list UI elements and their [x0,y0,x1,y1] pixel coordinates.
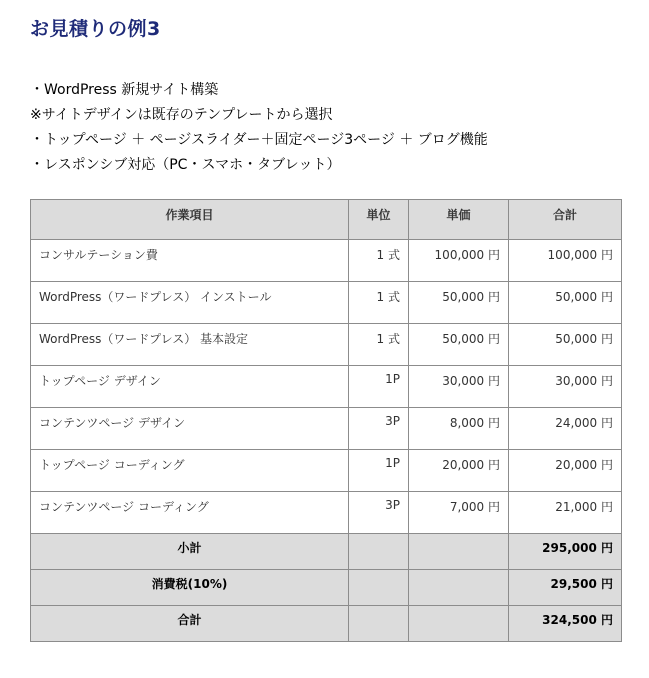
table-header-row [31,200,622,240]
total-value: 324,500 円 [509,606,622,642]
cell-price: 7,000 円 [409,492,509,534]
cell-price: 20,000 円 [409,450,509,492]
description-line: ・トップページ ＋ ページスライダー＋固定ページ3ページ ＋ ブログ機能 [30,132,488,148]
cell-unit: 1 式 [349,282,409,324]
estimate-table [30,199,622,642]
cell-item: コンテンツページ コーディング [31,492,349,534]
cell-total: 100,000 円 [509,240,622,282]
cell-unit: 1 式 [349,240,409,282]
cell-total: 30,000 円 [509,366,622,408]
total-label: 合計 [31,606,349,642]
table-row [31,240,622,282]
cell-unit: 3P [349,492,409,534]
subtotal-value: 295,000 円 [509,534,622,570]
empty-cell [409,606,509,642]
cell-price: 8,000 円 [409,408,509,450]
cell-price: 50,000 円 [409,282,509,324]
cell-price: 30,000 円 [409,366,509,408]
cell-unit: 1 式 [349,324,409,366]
header-total: 合計 [509,200,622,240]
tax-label: 消費税(10%) [31,570,349,606]
header-price: 単価 [409,200,509,240]
cell-total: 50,000 円 [509,324,622,366]
summary-row-total [31,606,622,642]
summary-row-tax [31,570,622,606]
cell-total: 24,000 円 [509,408,622,450]
cell-item: コンテンツページ デザイン [31,408,349,450]
description-line: ・レスポンシブ対応（PC・スマホ・タブレット） [30,157,341,173]
table-row [31,324,622,366]
page-title: お見積りの例3 [30,18,161,40]
cell-total: 21,000 円 [509,492,622,534]
cell-item: トップページ デザイン [31,366,349,408]
empty-cell [349,606,409,642]
cell-unit: 1P [349,366,409,408]
table-row [31,366,622,408]
cell-price: 100,000 円 [409,240,509,282]
empty-cell [349,570,409,606]
cell-item: WordPress（ワードプレス） インストール [31,282,349,324]
table-row [31,408,622,450]
cell-unit: 3P [349,408,409,450]
table-row [31,450,622,492]
cell-total: 20,000 円 [509,450,622,492]
subtotal-label: 小計 [31,534,349,570]
cell-item: トップページ コーディング [31,450,349,492]
description-line: ・WordPress 新規サイト構築 [30,82,219,98]
empty-cell [349,534,409,570]
summary-row-subtotal [31,534,622,570]
cell-item: コンサルテーション費 [31,240,349,282]
description-line: ※サイトデザインは既存のテンプレートから選択 [30,107,333,123]
cell-price: 50,000 円 [409,324,509,366]
empty-cell [409,534,509,570]
cell-unit: 1P [349,450,409,492]
table-row [31,492,622,534]
empty-cell [409,570,509,606]
cell-item: WordPress（ワードプレス） 基本設定 [31,324,349,366]
estimate-description [30,78,488,178]
table-row [31,282,622,324]
tax-value: 29,500 円 [509,570,622,606]
cell-total: 50,000 円 [509,282,622,324]
header-item: 作業項目 [31,200,349,240]
header-unit: 単位 [349,200,409,240]
